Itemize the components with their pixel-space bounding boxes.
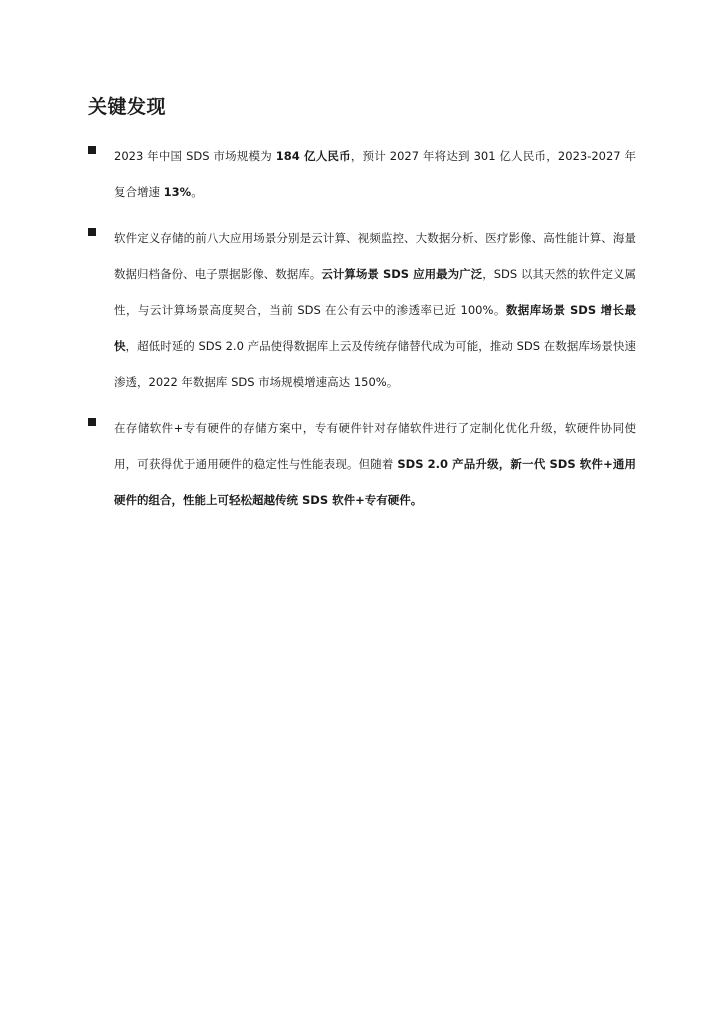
finding-item bbox=[88, 410, 636, 518]
square-bullet-icon bbox=[88, 418, 96, 426]
section-heading: 关键发现 bbox=[88, 96, 167, 118]
key-findings-list bbox=[88, 138, 636, 528]
finding-text bbox=[114, 410, 636, 518]
square-bullet-icon bbox=[88, 146, 96, 154]
finding-item bbox=[88, 220, 636, 400]
highlight-text: 13% bbox=[163, 185, 192, 199]
highlight-text: 184 亿人民币 bbox=[275, 149, 351, 163]
text-segment: 2023 年中国 SDS 市场规模为 bbox=[114, 149, 276, 163]
highlight-text: SDS 2.0 产品升级，新一代 SDS 软件+通用硬件的组合，性能上可轻松超越传统 SDS 软件+专有硬件。 bbox=[114, 457, 636, 507]
text-segment: 在存储软件+专有硬件的存储方案中，专有硬件针对存储软件进行了定制化优化升级，软硬件协同使用，可获得优于通用硬件的稳定性与性能表现。但随着 bbox=[114, 421, 636, 471]
highlight-text: 数据库场景 SDS 增长最快 bbox=[114, 303, 636, 353]
square-bullet-icon bbox=[88, 228, 96, 236]
highlight-text: 云计算场景 SDS 应用最为广泛 bbox=[321, 267, 483, 281]
text-segment: ，SDS 以其天然的软件定义属性，与云计算场景高度契合，当前 SDS 在公有云中的渗透率已近 100%。 bbox=[114, 267, 636, 317]
finding-text bbox=[114, 138, 636, 210]
text-segment: ，预计 2027 年将达到 301 亿人民币，2023-2027 年复合增速 bbox=[114, 149, 636, 199]
text-segment: ，超低时延的 SDS 2.0 产品使得数据库上云及传统存储替代成为可能，推动 SDS 在数据库场景快速渗透，2022 年数据库 SDS 市场规模增速高达 150%。 bbox=[114, 339, 636, 389]
finding-text bbox=[114, 220, 636, 400]
text-segment: 。 bbox=[191, 185, 203, 199]
finding-item bbox=[88, 138, 636, 210]
text-segment: 软件定义存储的前八大应用场景分别是云计算、视频监控、大数据分析、医疗影像、高性能计算、海量数据归档备份、电子票据影像、数据库。 bbox=[114, 231, 636, 281]
